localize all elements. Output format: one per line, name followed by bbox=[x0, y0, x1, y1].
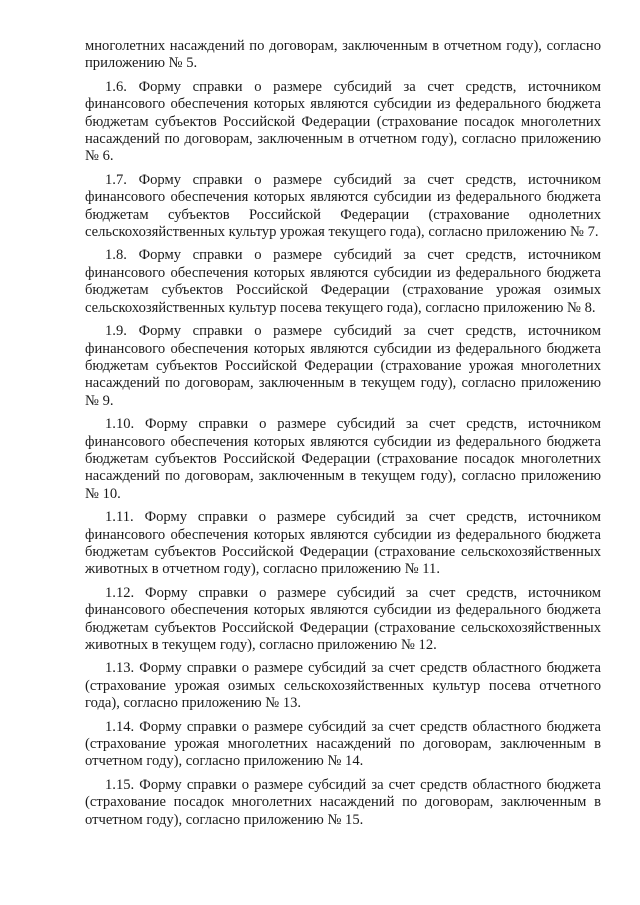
paragraph-1-6: 1.6. Форму справки о размере субсидий за счет средств, источником финансового обеспечения которых являются субсидии из федерального бюджета бюджетам субъектов Российской Федерации (страхование посадок многолетних насаждений по договорам, заключенным в отчетном году), согласно приложению № 6. bbox=[85, 78, 601, 165]
paragraph-1-15: 1.15. Форму справки о размере субсидий за счет средств областного бюджета (страхование посадок многолетних насаждений по договорам, заключенным в отчетном году), согласно приложению № 15. bbox=[85, 776, 601, 828]
paragraph-1-9: 1.9. Форму справки о размере субсидий за счет средств, источником финансового обеспечения которых являются субсидии из федерального бюджета бюджетам субъектов Российской Федерации (страхование урожая многолетних насаждений по договорам, заключенным в текущем году), согласно приложению № 9. bbox=[85, 323, 601, 409]
paragraph-1-8: 1.8. Форму справки о размере субсидий за счет средств, источником финансового обеспечения которых являются субсидии из федерального бюджета бюджетам субъектов Российской Федерации (страхование урожая озимых сельскохозяйственных культур посева текущего года), согласно приложению № 8. bbox=[85, 247, 601, 316]
paragraph-1-7: 1.7. Форму справки о размере субсидий за счет средств, источником финансового обеспечения которых являются субсидии из федерального бюджета бюджетам субъектов Российской Федерации (страхование однолетних сельскохозяйственных культур урожая текущего года), согласно приложению № 7. bbox=[85, 171, 601, 241]
paragraph-1-10: 1.10. Форму справки о размере субсидий за счет средств, источником финансового обеспечения которых являются субсидии из федерального бюджета бюджетам субъектов Российской Федерации (страхование посадок многолетних насаждений по договорам, заключенным в текущем году), согласно приложению № 10. bbox=[85, 416, 601, 502]
paragraph-1-12: 1.12. Форму справки о размере субсидий за счет средств, источником финансового обеспечения которых являются субсидии из федерального бюджета бюджетам субъектов Российской Федерации (страхование сельскохозяйственных животных в текущем году), согласно приложению № 12. bbox=[85, 584, 601, 653]
paragraph-1-14: 1.14. Форму справки о размере субсидий за счет средств областного бюджета (страхование урожая многолетних насаждений по договорам, заключенным в отчетном году), согласно приложению № 14. bbox=[85, 718, 601, 770]
paragraph-1-11: 1.11. Форму справки о размере субсидий за счет средств, источником финансового обеспечения которых являются субсидии из федерального бюджета бюджетам субъектов Российской Федерации (страхование сельскохозяйственных животных в отчетном году), согласно приложению № 11. bbox=[85, 509, 601, 578]
paragraph-1-13: 1.13. Форму справки о размере субсидий за счет средств областного бюджета (страхование урожая озимых сельскохозяйственных культур посева отчетного года), согласно приложению № 13. bbox=[85, 660, 601, 712]
paragraph-continuation: многолетних насаждений по договорам, заключенным в отчетном году), согласно приложению № 5. bbox=[85, 38, 601, 72]
document-body bbox=[85, 38, 601, 835]
